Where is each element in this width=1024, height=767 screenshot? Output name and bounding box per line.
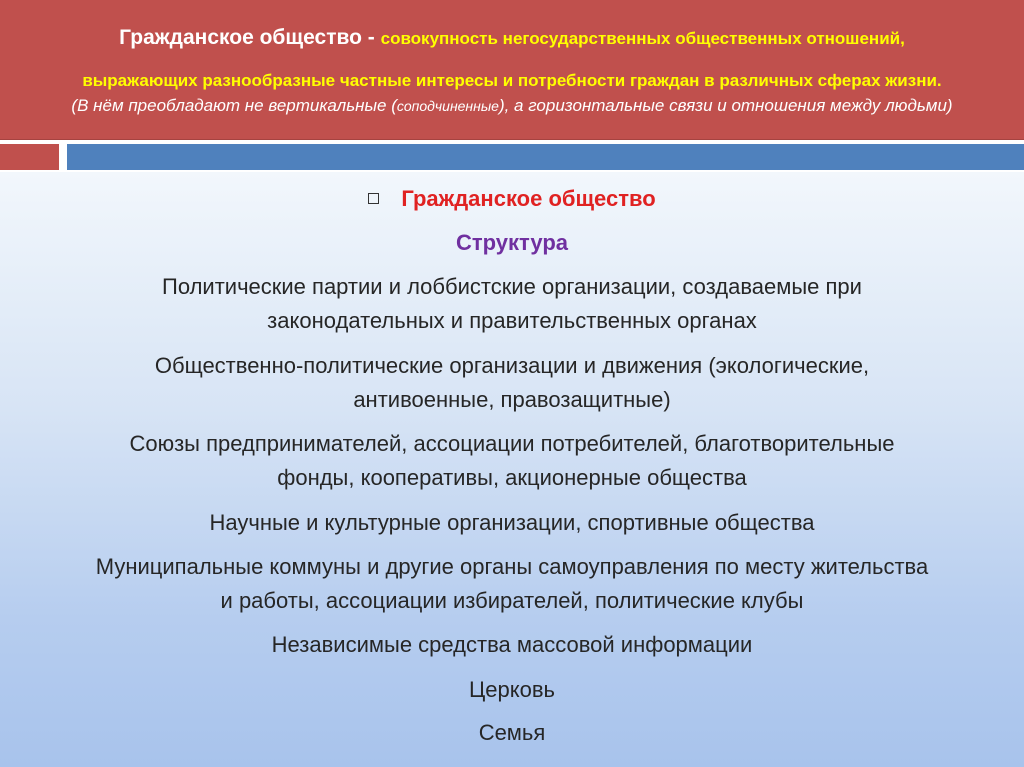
- list-item-line: Общественно-политические организации и движения (экологические,: [154, 353, 870, 378]
- decorative-bar-blue: [67, 144, 1024, 170]
- note-open: (В нём преобладают не вертикальные (: [71, 96, 397, 115]
- list-item-line: Политические партии и лоббистские организации, создаваемые при: [162, 274, 862, 299]
- bullet-title-line: [0, 186, 1024, 212]
- list-item-line: фонды, кооперативы, акционерные общества: [277, 465, 747, 490]
- title-dash: -: [361, 26, 381, 49]
- square-bullet-icon: [368, 193, 379, 204]
- list-item-line: Семья: [478, 720, 546, 745]
- list-item-line: и работы, ассоциации избирателей, политические клубы: [220, 588, 804, 613]
- note-line: [0, 96, 1024, 116]
- list-item: [0, 716, 1024, 750]
- list-item-line: Научные и культурные организации, спортивные общества: [209, 510, 815, 535]
- list-item-line: Церковь: [468, 677, 555, 702]
- list-item: [0, 270, 1024, 338]
- list-item: [0, 628, 1024, 662]
- decorative-bar-red: [0, 144, 59, 170]
- list-item: [0, 550, 1024, 618]
- list-item: [0, 427, 1024, 495]
- definition-line: [0, 71, 1024, 91]
- list-item: [0, 673, 1024, 707]
- title-line: [0, 26, 1024, 50]
- note-close: ), а горизонтальные связи и отношения между людьми): [498, 96, 953, 115]
- title-term: Гражданское общество: [119, 26, 362, 49]
- definition-part2: выражающих разнообразные частные интересы и потребности граждан в различных сферах жизни.: [82, 71, 942, 90]
- title-banner: [0, 0, 1024, 140]
- definition-part1: совокупность негосударственных общественных отношений,: [380, 29, 905, 48]
- list-item-line: законодательных и правительственных органах: [267, 308, 757, 333]
- list-item: [0, 349, 1024, 417]
- structure-label: Структура: [456, 230, 568, 255]
- note-sub: соподчиненные: [396, 98, 499, 114]
- bullet-title: Гражданское общество: [401, 186, 656, 211]
- list-item: [0, 506, 1024, 540]
- list-item-line: Союзы предпринимателей, ассоциации потребителей, благотворительные: [129, 431, 895, 456]
- list-item-line: Муниципальные коммуны и другие органы самоуправления по месту жительства: [95, 554, 929, 579]
- list-item-line: Независимые средства массовой информации: [271, 632, 753, 657]
- list-item-line: антивоенные, правозащитные): [353, 387, 671, 412]
